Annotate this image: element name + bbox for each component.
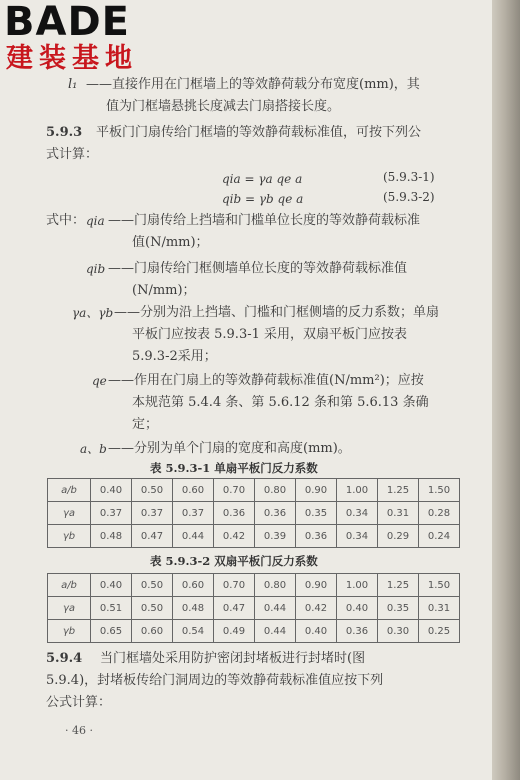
section-5-9-3-number: 5.9.3 — [46, 125, 83, 140]
section-5-9-4-line1: 当门框墙处采用防护密闭封堵板进行封堵时(图 — [100, 651, 366, 666]
table-cell: 0.48 — [91, 525, 132, 548]
table-cell: 0.40 — [296, 620, 337, 643]
table-double-leaf-reaction-coefficients — [47, 573, 460, 643]
table-cell: 0.44 — [173, 525, 214, 548]
table-cell: 0.37 — [91, 502, 132, 525]
table-cell: 0.37 — [132, 502, 173, 525]
section-5-9-4-line2: 5.9.4)，封堵板传给门洞周边的等效静荷载标准值应按下列 — [46, 673, 384, 688]
table-row — [48, 574, 460, 597]
table-cell: 0.31 — [378, 502, 419, 525]
table-cell: 0.47 — [132, 525, 173, 548]
table-cell: 0.70 — [214, 574, 255, 597]
table-cell: 0.42 — [296, 597, 337, 620]
table-row — [48, 479, 460, 502]
table-cell: 0.30 — [378, 620, 419, 643]
book-spine-edge — [492, 0, 520, 780]
table-cell: 0.50 — [132, 574, 173, 597]
table-cell: 0.24 — [419, 525, 460, 548]
table-cell: 1.50 — [419, 574, 460, 597]
table-row — [48, 597, 460, 620]
table-cell: 0.36 — [214, 502, 255, 525]
def-qia-line1: ——门扇传给上挡墙和门槛单位长度的等效静荷载标准 — [108, 213, 421, 228]
table-cell: 0.42 — [214, 525, 255, 548]
def-gamma-line2: 平板门应按表 5.9.3-1 采用，双扇平板门应按表 — [132, 327, 408, 342]
table-cell: 0.34 — [337, 525, 378, 548]
def-l1-line1: ——直接作用在门框墙上的等效静荷载分布宽度(mm)，其 — [86, 77, 420, 92]
table-cell: 0.25 — [419, 620, 460, 643]
table-cell: 1.50 — [419, 479, 460, 502]
def-qib-symbol: qib — [86, 262, 106, 276]
logo-chinese: 建装基地 — [6, 43, 138, 74]
equation-2: qib = γb qe a — [222, 192, 304, 206]
table-cell: 0.65 — [91, 620, 132, 643]
table-cell: 0.44 — [255, 597, 296, 620]
table-cell: 0.31 — [419, 597, 460, 620]
def-l1-line2: 值为门框墙悬挑长度减去门扇搭接长度。 — [106, 99, 341, 114]
table-cell: 0.90 — [296, 479, 337, 502]
table-row — [48, 502, 460, 525]
table-cell: 0.40 — [337, 597, 378, 620]
def-gamma-symbol: γa、γb — [72, 306, 114, 320]
def-qe-line3: 定； — [132, 417, 159, 432]
table-cell: 0.40 — [91, 574, 132, 597]
table-cell: 0.36 — [337, 620, 378, 643]
table-cell: 0.60 — [132, 620, 173, 643]
def-gamma-line3: 5.9.3-2采用； — [132, 349, 217, 364]
table-cell: 0.35 — [296, 502, 337, 525]
table-cell: 0.35 — [378, 597, 419, 620]
table-cell: 0.49 — [214, 620, 255, 643]
table-cell: 1.25 — [378, 574, 419, 597]
section-5-9-3-line1: 平板门门扇传给门框墙的等效静荷载标准值，可按下列公 — [96, 125, 422, 140]
table-2-caption: 表 5.9.3-2 双扇平板门反力系数 — [150, 554, 318, 568]
table-row — [48, 525, 460, 548]
table-cell: 0.80 — [255, 479, 296, 502]
def-qe-line1: ——作用在门扇上的等效静荷载标准值(N/mm²)；应按 — [108, 373, 424, 388]
where-intro: 式中： — [46, 213, 86, 228]
table-row — [48, 620, 460, 643]
table-cell: 0.50 — [132, 479, 173, 502]
table-cell: 0.70 — [214, 479, 255, 502]
table-cell: 0.48 — [173, 597, 214, 620]
def-ab-symbol: a、b — [80, 442, 107, 456]
table-cell: a/b — [48, 479, 91, 502]
table-cell: 0.34 — [337, 502, 378, 525]
table-cell: 0.60 — [173, 479, 214, 502]
table-cell: 0.47 — [214, 597, 255, 620]
table-cell: 1.00 — [337, 479, 378, 502]
table-cell: 0.44 — [255, 620, 296, 643]
section-5-9-4-line3: 公式计算： — [46, 695, 112, 710]
table-cell: 1.25 — [378, 479, 419, 502]
table-cell: γb — [48, 620, 91, 643]
logo-latin: BADE — [4, 0, 130, 45]
table-cell: 0.60 — [173, 574, 214, 597]
def-ab-line1: ——分别为单个门扇的宽度和高度(mm)。 — [108, 441, 351, 456]
table-cell: 0.37 — [173, 502, 214, 525]
def-qe-line2: 本规范第 5.4.4 条、第 5.6.12 条和第 5.6.13 条确 — [132, 395, 429, 410]
table-cell: 0.28 — [419, 502, 460, 525]
table-cell: 0.80 — [255, 574, 296, 597]
table-1-caption: 表 5.9.3-1 单扇平板门反力系数 — [150, 461, 318, 475]
table-cell: 0.36 — [296, 525, 337, 548]
equation-2-number: (5.9.3-2) — [383, 190, 435, 204]
def-qia-line2: 值(N/mm)； — [132, 235, 209, 250]
table-cell: 0.36 — [255, 502, 296, 525]
equation-1-number: (5.9.3-1) — [383, 170, 435, 184]
section-5-9-4-number: 5.9.4 — [46, 651, 83, 666]
def-qe-symbol: qe — [92, 374, 107, 388]
equation-1: qia = γa qe a — [222, 172, 303, 186]
page-number: · 46 · — [65, 724, 93, 737]
table-cell: 0.54 — [173, 620, 214, 643]
table-cell: 0.29 — [378, 525, 419, 548]
table-cell: γb — [48, 525, 91, 548]
def-qia-symbol: qia — [86, 214, 105, 228]
table-cell: 0.39 — [255, 525, 296, 548]
def-qib-line2: (N/mm)； — [132, 283, 196, 298]
table-cell: γa — [48, 597, 91, 620]
table-cell: 0.51 — [91, 597, 132, 620]
def-gamma-line1: ——分别为沿上挡墙、门槛和门框侧墙的反力系数；单扇 — [114, 305, 440, 320]
def-qib-line1: ——门扇传给门框侧墙单位长度的等效静荷载标准值 — [108, 261, 408, 276]
table-cell: 0.50 — [132, 597, 173, 620]
def-l1-symbol: l₁ — [68, 77, 78, 92]
table-cell: 0.40 — [91, 479, 132, 502]
table-cell: 0.90 — [296, 574, 337, 597]
table-single-leaf-reaction-coefficients — [47, 478, 460, 548]
table-cell: γa — [48, 502, 91, 525]
table-cell: 1.00 — [337, 574, 378, 597]
table-cell: a/b — [48, 574, 91, 597]
section-5-9-3-line2: 式计算： — [46, 147, 99, 162]
